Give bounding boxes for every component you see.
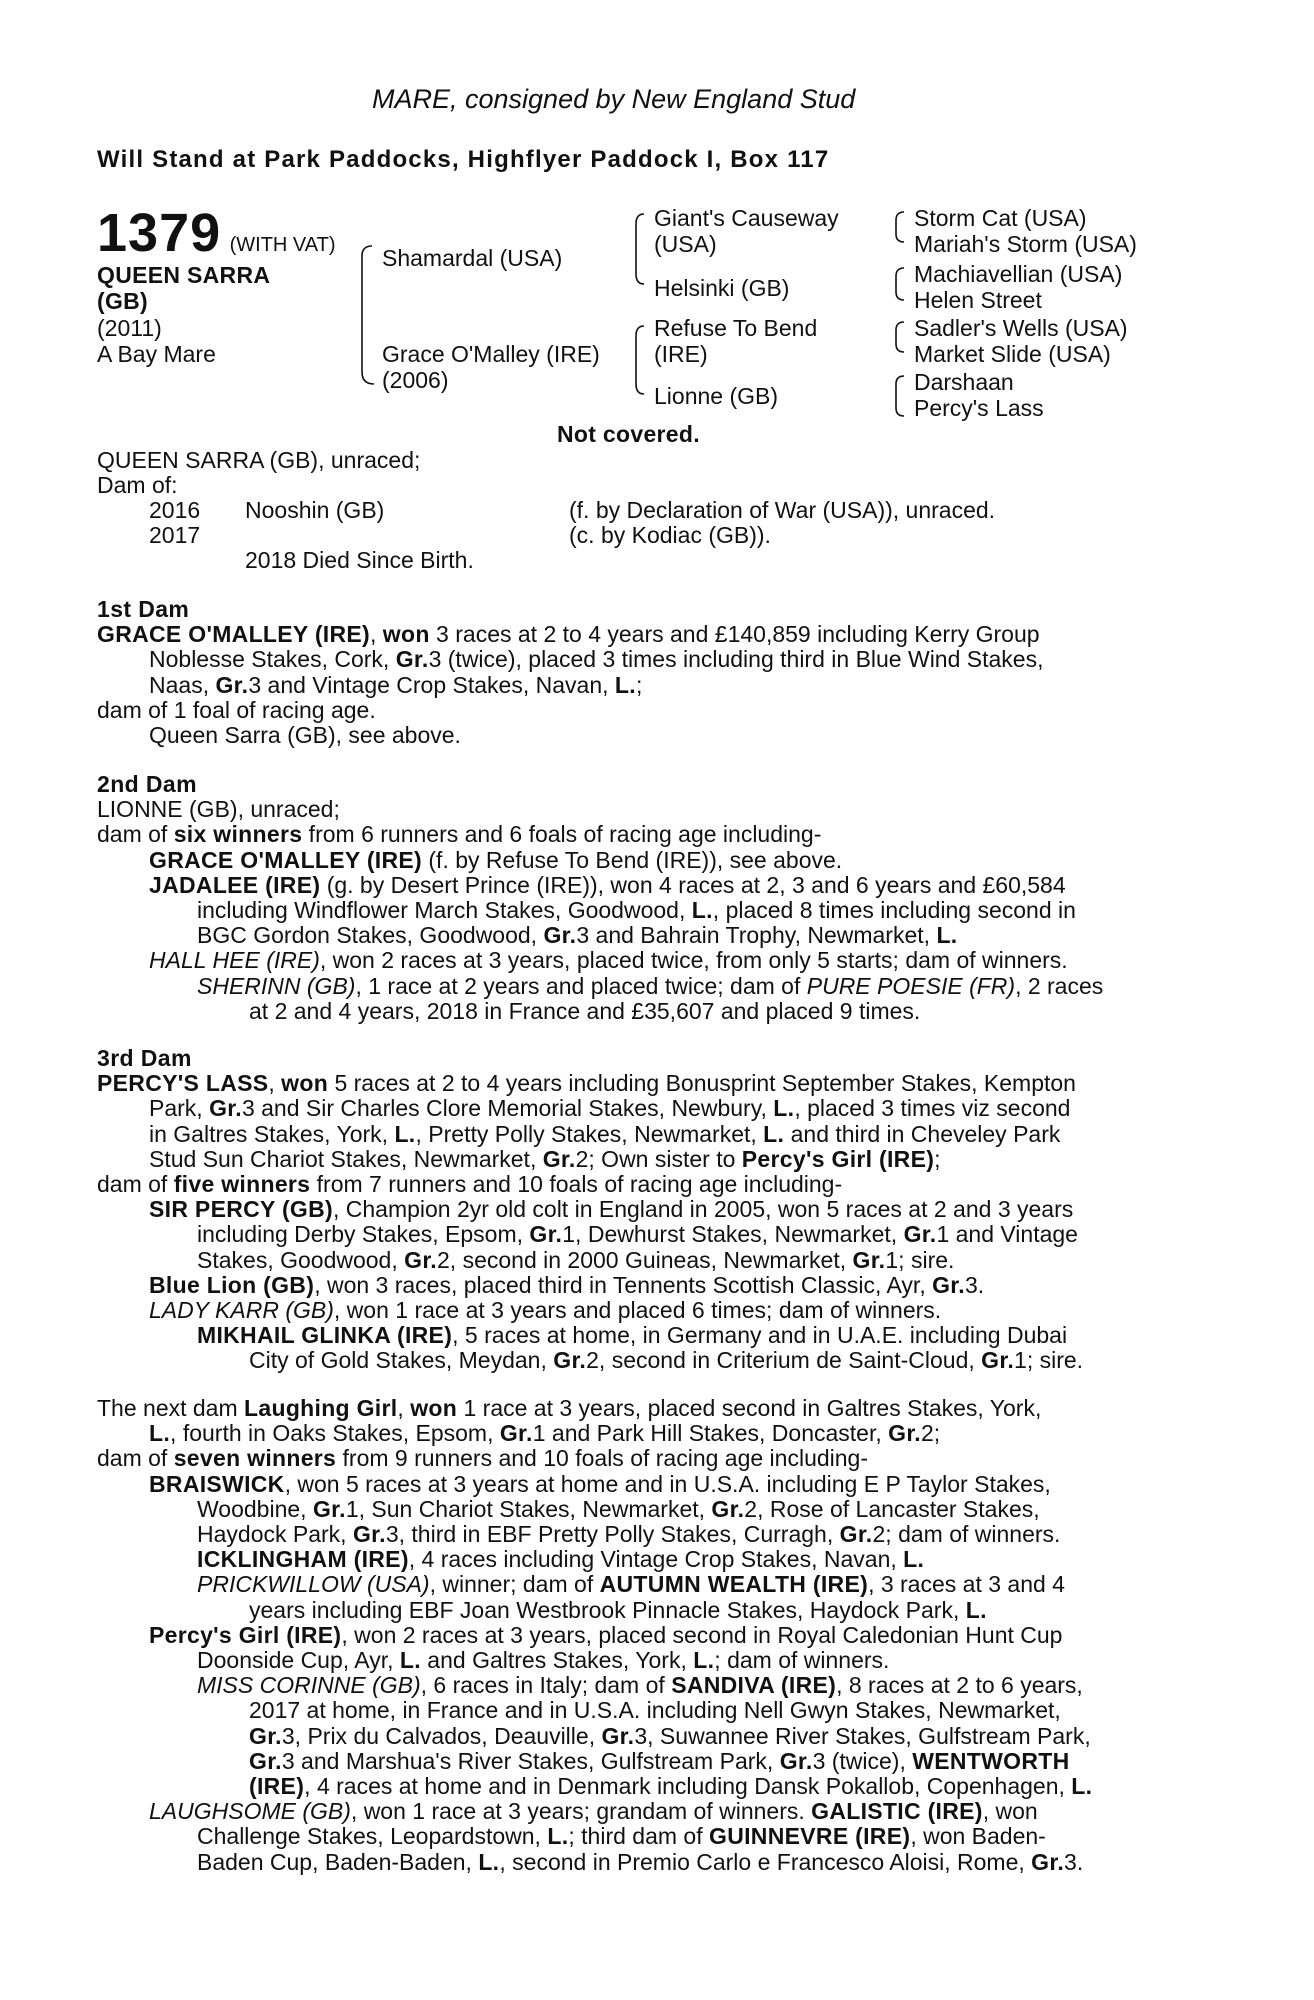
produce-dam-of: Dam of: xyxy=(97,472,178,498)
second-dam-line: JADALEE (IRE) (g. by Desert Prince (IRE)), won 4 races at 2, 3 and 6 years and £60,584 xyxy=(149,871,1066,898)
bracket-sd xyxy=(896,268,904,300)
bracket-sire xyxy=(636,214,644,284)
first-dam-line: dam of 1 foal of racing age. xyxy=(97,696,376,723)
pedigree-sire-sire: Giant's Causeway xyxy=(654,205,839,231)
second-dam-line: HALL HEE (IRE), won 2 races at 3 years, placed twice, from only 5 starts; dam of winners. xyxy=(149,947,1068,974)
pedigree-ssd: Mariah's Storm (USA) xyxy=(914,231,1137,257)
next-dam-line: Haydock Park, Gr.3, third in EBF Pretty Polly Stakes, Curragh, Gr.2; dam of winners. xyxy=(197,1521,1061,1548)
produce-detail-2016: (f. by Declaration of War (USA)), unraced. xyxy=(569,497,996,523)
third-dam-line: Blue Lion (GB), won 3 races, placed third in Tennents Scottish Classic, Ayr, Gr.3. xyxy=(149,1271,985,1298)
third-dam-line: Park, Gr.3 and Sir Charles Clore Memorial Stakes, Newbury, L., placed 3 times viz second xyxy=(149,1095,1071,1122)
lot-number: 1379 xyxy=(97,203,222,263)
next-dam-line: MISS CORINNE (GB), 6 races in Italy; dam of SANDIVA (IRE), 8 races at 2 to 6 years, xyxy=(197,1672,1083,1699)
pedigree-dds: Darshaan xyxy=(914,369,1014,395)
second-dam-line: dam of six winners from 6 runners and 6 foals of racing age including- xyxy=(97,821,822,848)
pedigree-dsd: Market Slide (USA) xyxy=(914,341,1111,367)
produce-year-2017: 2017 xyxy=(149,522,201,548)
next-dam-line: Doonside Cup, Ayr, L. and Galtres Stakes, York, L.; dam of winners. xyxy=(197,1647,890,1674)
third-dam-section xyxy=(97,1046,1083,1374)
pedigree-sire-dam: Helsinki (GB) xyxy=(654,275,790,301)
pedigree-sdd: Helen Street xyxy=(914,287,1042,313)
next-dam-line: BRAISWICK, won 5 races at 3 years at home and in U.S.A. including E P Taylor Stakes, xyxy=(149,1470,1051,1497)
pedigree-sire-sire-country: (USA) xyxy=(654,231,717,257)
first-dam-line: Queen Sarra (GB), see above. xyxy=(149,722,461,749)
bracket-dam xyxy=(636,326,644,394)
second-dam-line: GRACE O'MALLEY (IRE) (f. by Refuse To Bend (IRE)), see above. xyxy=(149,846,843,873)
first-dam-line: Naas, Gr.3 and Vintage Crop Stakes, Navan, L.; xyxy=(149,671,643,698)
next-dam-line: PRICKWILLOW (USA), winner; dam of AUTUMN WEALTH (IRE), 3 races at 3 and 4 xyxy=(197,1571,1065,1598)
bracket-ss xyxy=(896,212,904,242)
next-dam-line: Gr.3, Prix du Calvados, Deauville, Gr.3, Suwannee River Stakes, Gulfstream Park, xyxy=(249,1722,1091,1749)
pedigree-dam-sire-country: (IRE) xyxy=(654,341,708,367)
horse-name: QUEEN SARRA xyxy=(97,262,271,288)
third-dam-line: dam of five winners from 7 runners and 10 foals of racing age including- xyxy=(97,1171,843,1198)
pedigree-ddd: Percy's Lass xyxy=(914,395,1044,421)
third-dam-line: Stud Sun Chariot Stakes, Newmarket, Gr.2; Own sister to Percy's Girl (IRE); xyxy=(149,1145,941,1172)
third-dam-line: including Derby Stakes, Epsom, Gr.1, Dewhurst Stakes, Newmarket, Gr.1 and Vintage xyxy=(197,1221,1078,1248)
next-dam-line: L., fourth in Oaks Stakes, Epsom, Gr.1 and Park Hill Stakes, Doncaster, Gr.2; xyxy=(149,1420,941,1447)
catalogue-subtitle: MARE, consigned by New England Stud xyxy=(372,84,856,114)
pedigree-dam-year: (2006) xyxy=(382,367,449,393)
produce-intro: QUEEN SARRA (GB), unraced; xyxy=(97,447,421,473)
third-dam-title: 3rd Dam xyxy=(97,1045,192,1071)
next-dam-section xyxy=(97,1396,1092,1875)
produce-year-2016: 2016 xyxy=(149,497,201,523)
second-dam-title: 2nd Dam xyxy=(97,771,197,797)
next-dam-line: LAUGHSOME (GB), won 1 race at 3 years; grandam of winners. GALISTIC (IRE), won xyxy=(149,1798,1038,1825)
covering-status: Not covered. xyxy=(557,421,700,447)
second-dam-line: BGC Gordon Stakes, Goodwood, Gr.3 and Bahrain Trophy, Newmarket, L. xyxy=(197,922,958,949)
pedigree-dam: Grace O'Malley (IRE) xyxy=(382,341,600,367)
produce-detail-2017: (c. by Kodiac (GB)). xyxy=(569,522,771,548)
next-dam-line: Percy's Girl (IRE), won 2 races at 3 years, placed second in Royal Caledonian Hunt Cup xyxy=(149,1621,1063,1648)
third-dam-line: PERCY'S LASS, won 5 races at 2 to 4 years including Bonusprint September Stakes, Kempton xyxy=(97,1070,1076,1097)
first-dam-title: 1st Dam xyxy=(97,596,190,622)
produce-name-2016: Nooshin (GB) xyxy=(245,497,385,523)
next-dam-line: Woodbine, Gr.1, Sun Chariot Stakes, Newmarket, Gr.2, Rose of Lancaster Stakes, xyxy=(197,1495,1040,1522)
bracket-dd xyxy=(896,376,904,416)
second-dam-line: at 2 and 4 years, 2018 in France and £35,607 and placed 9 times. xyxy=(249,997,921,1024)
next-dam-line: years including EBF Joan Westbrook Pinnacle Stakes, Haydock Park, L. xyxy=(249,1596,987,1623)
first-dam-line: Noblesse Stakes, Cork, Gr.3 (twice), placed 3 times including third in Blue Wind Stakes, xyxy=(149,646,1044,673)
pedigree-sire: Shamardal (USA) xyxy=(382,245,563,271)
horse-description: A Bay Mare xyxy=(97,341,216,367)
produce-2018: 2018 Died Since Birth. xyxy=(245,547,474,573)
pedigree-sss: Storm Cat (USA) xyxy=(914,205,1087,231)
horse-year: (2011) xyxy=(97,315,162,341)
third-dam-line: City of Gold Stakes, Meydan, Gr.2, second in Criterium de Saint-Cloud, Gr.1; sire. xyxy=(249,1347,1084,1374)
next-dam-line: Gr.3 and Marshua's River Stakes, Gulfstream Park, Gr.3 (twice), WENTWORTH xyxy=(249,1747,1070,1774)
second-dam-line: LIONNE (GB), unraced; xyxy=(97,796,340,823)
pedigree-dss: Sadler's Wells (USA) xyxy=(914,315,1128,341)
next-dam-line: Challenge Stakes, Leopardstown, L.; third dam of GUINNEVRE (IRE), won Baden- xyxy=(197,1823,1046,1850)
third-dam-line: LADY KARR (GB), won 1 race at 3 years and placed 6 times; dam of winners. xyxy=(149,1297,942,1324)
second-dam-section xyxy=(97,772,1103,1024)
next-dam-line: 2017 at home, in France and in U.S.A. including Nell Gwyn Stakes, Newmarket, xyxy=(249,1697,1061,1724)
next-dam-line: ICKLINGHAM (IRE), 4 races including Vintage Crop Stakes, Navan, L. xyxy=(197,1546,925,1573)
second-dam-line: SHERINN (GB), 1 race at 2 years and placed twice; dam of PURE POESIE (FR), 2 races xyxy=(197,972,1104,999)
second-dam-line: including Windflower March Stakes, Goodwood, L., placed 8 times including second in xyxy=(197,897,1076,924)
pedigree-dam-sire: Refuse To Bend xyxy=(654,315,818,341)
third-dam-line: MIKHAIL GLINKA (IRE), 5 races at home, in Germany and in U.A.E. including Dubai xyxy=(197,1322,1068,1349)
bracket-ds xyxy=(896,322,904,352)
pedigree-dam-dam: Lionne (GB) xyxy=(654,383,779,409)
third-dam-line: in Galtres Stakes, York, L., Pretty Polly Stakes, Newmarket, L. and third in Cheveley Park xyxy=(149,1120,1061,1147)
bracket-main xyxy=(362,246,374,384)
next-dam-line: Baden Cup, Baden-Baden, L., second in Premio Carlo e Francesco Aloisi, Rome, Gr.3. xyxy=(197,1848,1084,1875)
first-dam-line: GRACE O'MALLEY (IRE), won 3 races at 2 to 4 years and £140,859 including Kerry Group xyxy=(97,621,1040,648)
vat-label: (WITH VAT) xyxy=(229,234,336,256)
horse-name-country: (GB) xyxy=(97,288,149,314)
next-dam-line: The next dam Laughing Girl, won 1 race at 3 years, placed second in Galtres Stakes, York, xyxy=(97,1395,1042,1421)
third-dam-line: Stakes, Goodwood, Gr.2, second in 2000 Guineas, Newmarket, Gr.1; sire. xyxy=(197,1246,955,1273)
next-dam-line: dam of seven winners from 9 runners and 10 foals of racing age including- xyxy=(97,1445,869,1472)
next-dam-line: (IRE), 4 races at home and in Denmark including Dansk Pokallob, Copenhagen, L. xyxy=(249,1773,1093,1800)
first-dam-section xyxy=(97,597,1043,748)
third-dam-line: SIR PERCY (GB), Champion 2yr old colt in England in 2005, won 5 races at 2 and 3 years xyxy=(149,1196,1074,1223)
stabling-location: Will Stand at Park Paddocks, Highflyer Paddock I, Box 117 xyxy=(97,146,830,173)
pedigree-sds: Machiavellian (USA) xyxy=(914,261,1123,287)
